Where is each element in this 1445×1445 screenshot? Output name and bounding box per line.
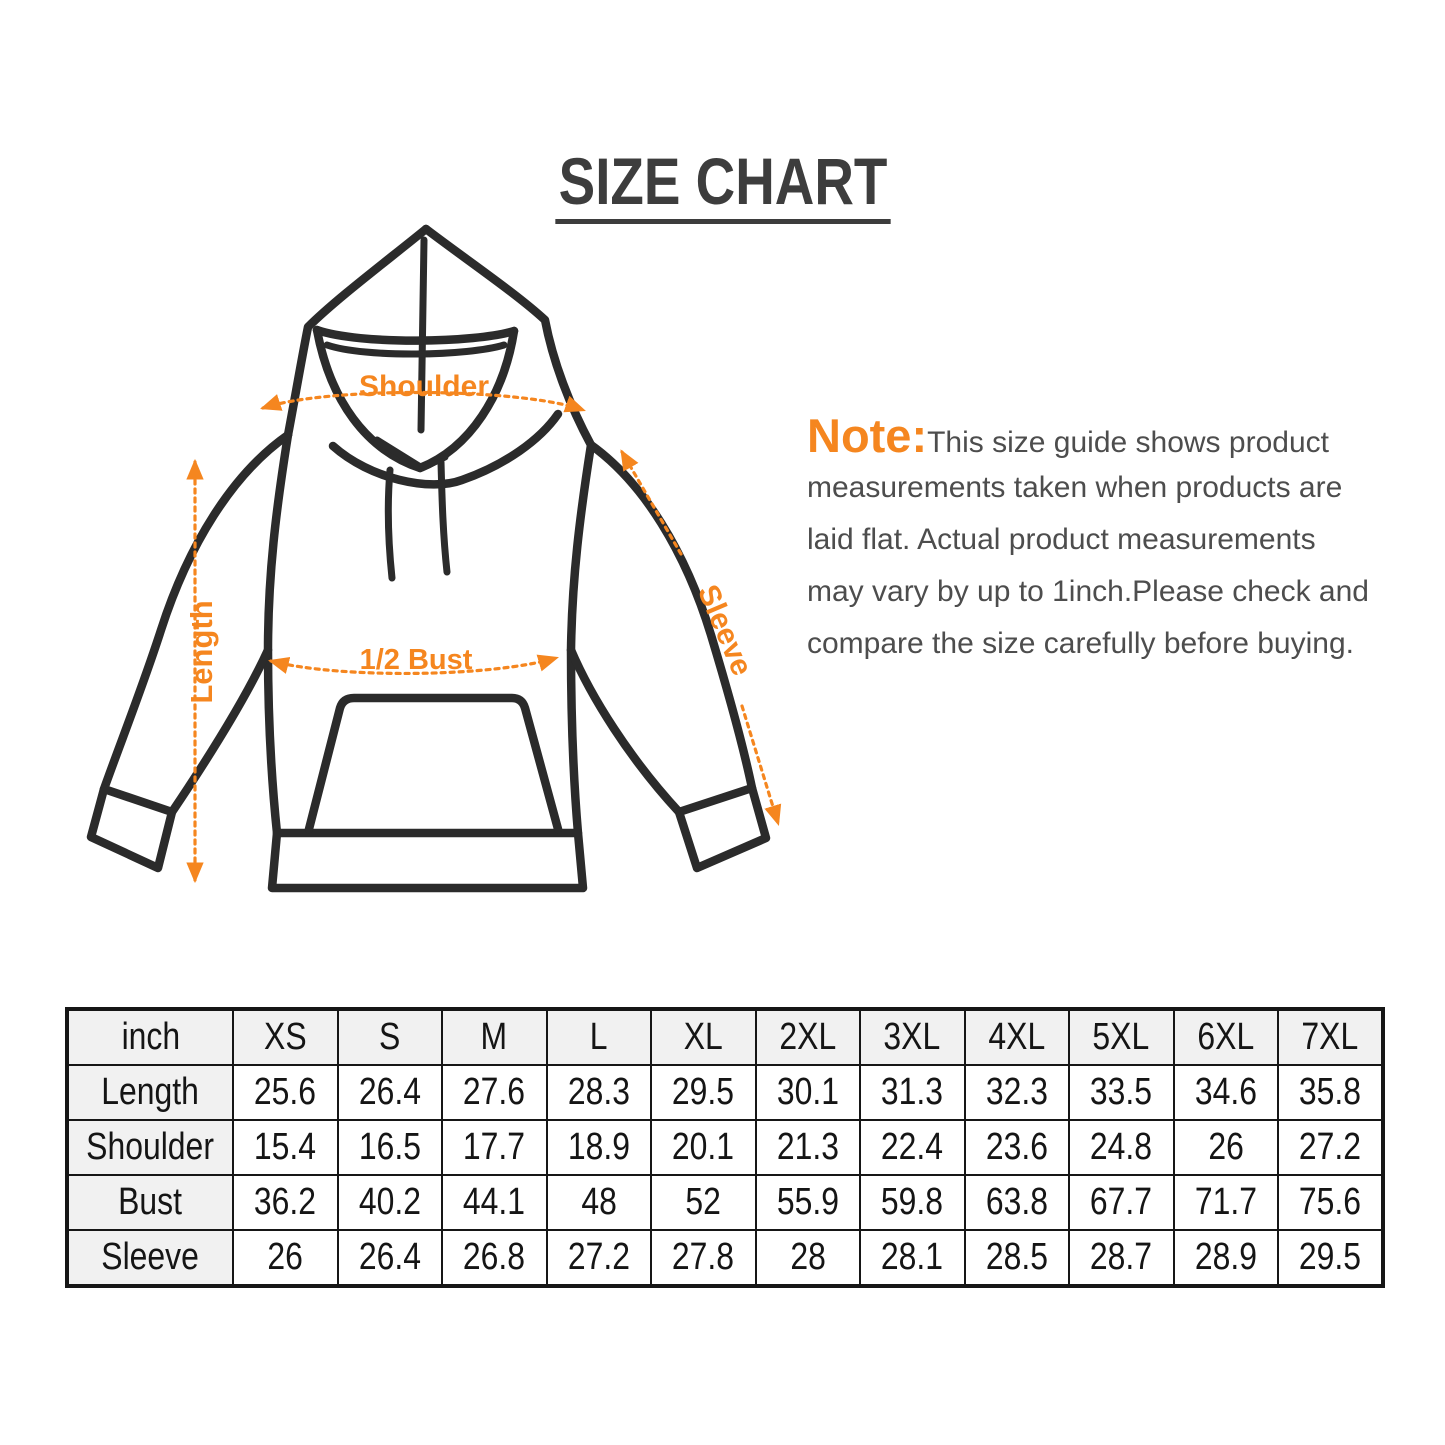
measurement-value-cell: 22.4 [860, 1120, 965, 1175]
note-label: Note: [807, 409, 928, 462]
measurement-value-cell: 29.5 [651, 1065, 756, 1120]
measurement-value-cell: 28.5 [965, 1230, 1070, 1286]
measurement-value-cell: 28.9 [1174, 1230, 1279, 1286]
unit-header-cell: inch [67, 1009, 233, 1065]
body-left-edge [268, 435, 288, 833]
hood-opening-top-inner [327, 345, 504, 354]
size-column-header: XL [651, 1009, 756, 1065]
measurement-value-cell: 35.8 [1278, 1065, 1383, 1120]
measurement-value-cell: 21.3 [756, 1120, 861, 1175]
measurement-value-cell: 20.1 [651, 1120, 756, 1175]
waistband [272, 833, 583, 888]
measurement-value-cell: 30.1 [756, 1065, 861, 1120]
measurement-value-cell: 27.8 [651, 1230, 756, 1286]
measurement-value-cell: 15.4 [233, 1120, 338, 1175]
half-bust-label: 1/2 Bust [359, 644, 473, 676]
note [807, 410, 1369, 670]
measurement-value-cell: 40.2 [338, 1175, 443, 1230]
size-column-header: L [547, 1009, 652, 1065]
measurement-value-cell: 63.8 [965, 1175, 1070, 1230]
measurement-value-cell: 28.3 [547, 1065, 652, 1120]
size-column-header: M [442, 1009, 547, 1065]
measurement-value-cell: 34.6 [1174, 1065, 1279, 1120]
measurement-value-cell: 28 [756, 1230, 861, 1286]
kangaroo-pocket [309, 698, 558, 829]
measurement-value-cell: 27.6 [442, 1065, 547, 1120]
right-cuff [679, 788, 766, 868]
measurement-row-label: Sleeve [67, 1230, 233, 1286]
note-text-line: laid flat. Actual product measurements [807, 523, 1316, 556]
measurement-value-cell: 44.1 [442, 1175, 547, 1230]
measurement-value-cell: 26 [1174, 1120, 1279, 1175]
size-column-header: S [338, 1009, 443, 1065]
measurement-value-cell: 26 [233, 1230, 338, 1286]
measurement-value-cell: 55.9 [756, 1175, 861, 1230]
drawstring-left [388, 470, 392, 578]
shoulder-label: Shoulder [358, 370, 490, 403]
measurement-value-cell: 33.5 [1069, 1065, 1174, 1120]
measurement-value-cell: 25.6 [233, 1065, 338, 1120]
body-right-edge [571, 445, 591, 833]
measurement-value-cell: 36.2 [233, 1175, 338, 1230]
measurement-value-cell: 67.7 [1069, 1175, 1174, 1230]
measurement-value-cell: 16.5 [338, 1120, 443, 1175]
measurement-row-label: Length [67, 1065, 233, 1120]
size-column-header: XS [233, 1009, 338, 1065]
measurement-value-cell: 48 [547, 1175, 652, 1230]
measurement-row [67, 1175, 1383, 1230]
sleeve-arrow-upper [622, 452, 681, 554]
size-table-body [67, 1009, 1383, 1286]
measurement-value-cell: 31.3 [860, 1065, 965, 1120]
left-cuff [91, 789, 172, 868]
hood-outer-left [288, 229, 426, 435]
size-column-header: 4XL [965, 1009, 1070, 1065]
length-label: Length [184, 600, 219, 704]
measurement-value-cell: 28.7 [1069, 1230, 1174, 1286]
measurement-value-cell: 18.9 [547, 1120, 652, 1175]
note-text-line: may vary by up to 1inch.Please check and [807, 575, 1369, 608]
size-column-header: 3XL [860, 1009, 965, 1065]
measurement-row [67, 1065, 1383, 1120]
hood-opening-top [317, 330, 514, 341]
size-table-header-row [67, 1009, 1383, 1065]
measurement-row-label: Shoulder [67, 1120, 233, 1175]
right-sleeve-inner [571, 650, 679, 812]
hoodie-outline [91, 229, 766, 888]
sleeve-label: Sleeve [690, 580, 759, 681]
size-column-header: 5XL [1069, 1009, 1174, 1065]
measurement-value-cell: 32.3 [965, 1065, 1070, 1120]
measurement-value-cell: 71.7 [1174, 1175, 1279, 1230]
measurement-value-cell: 27.2 [1278, 1120, 1383, 1175]
measurement-value-cell: 24.8 [1069, 1120, 1174, 1175]
measurement-value-cell: 26.8 [442, 1230, 547, 1286]
measurement-value-cell: 52 [651, 1175, 756, 1230]
measurement-value-cell: 59.8 [860, 1175, 965, 1230]
measurement-value-cell: 26.4 [338, 1065, 443, 1120]
note-text-line: This size guide shows product [927, 426, 1329, 459]
note-text-line: measurements taken when products are [807, 471, 1343, 504]
measurement-value-cell: 27.2 [547, 1230, 652, 1286]
note-line [807, 410, 1369, 462]
measurement-value-cell: 23.6 [965, 1120, 1070, 1175]
size-column-header: 7XL [1278, 1009, 1383, 1065]
note-text-line: compare the size carefully before buying. [807, 627, 1354, 660]
measurement-row [67, 1230, 1383, 1286]
measurement-value-cell: 26.4 [338, 1230, 443, 1286]
page-title: SIZE CHART [555, 148, 890, 224]
size-column-header: 2XL [756, 1009, 861, 1065]
measurement-value-cell: 17.7 [442, 1120, 547, 1175]
drawstring-right [441, 462, 447, 572]
measurement-value-cell: 75.6 [1278, 1175, 1383, 1230]
measurement-value-cell: 29.5 [1278, 1230, 1383, 1286]
measurement-row-label: Bust [67, 1175, 233, 1230]
measurement-value-cell: 28.1 [860, 1230, 965, 1286]
size-column-header: 6XL [1174, 1009, 1279, 1065]
measurement-row [67, 1120, 1383, 1175]
size-chart-table [65, 1007, 1385, 1288]
